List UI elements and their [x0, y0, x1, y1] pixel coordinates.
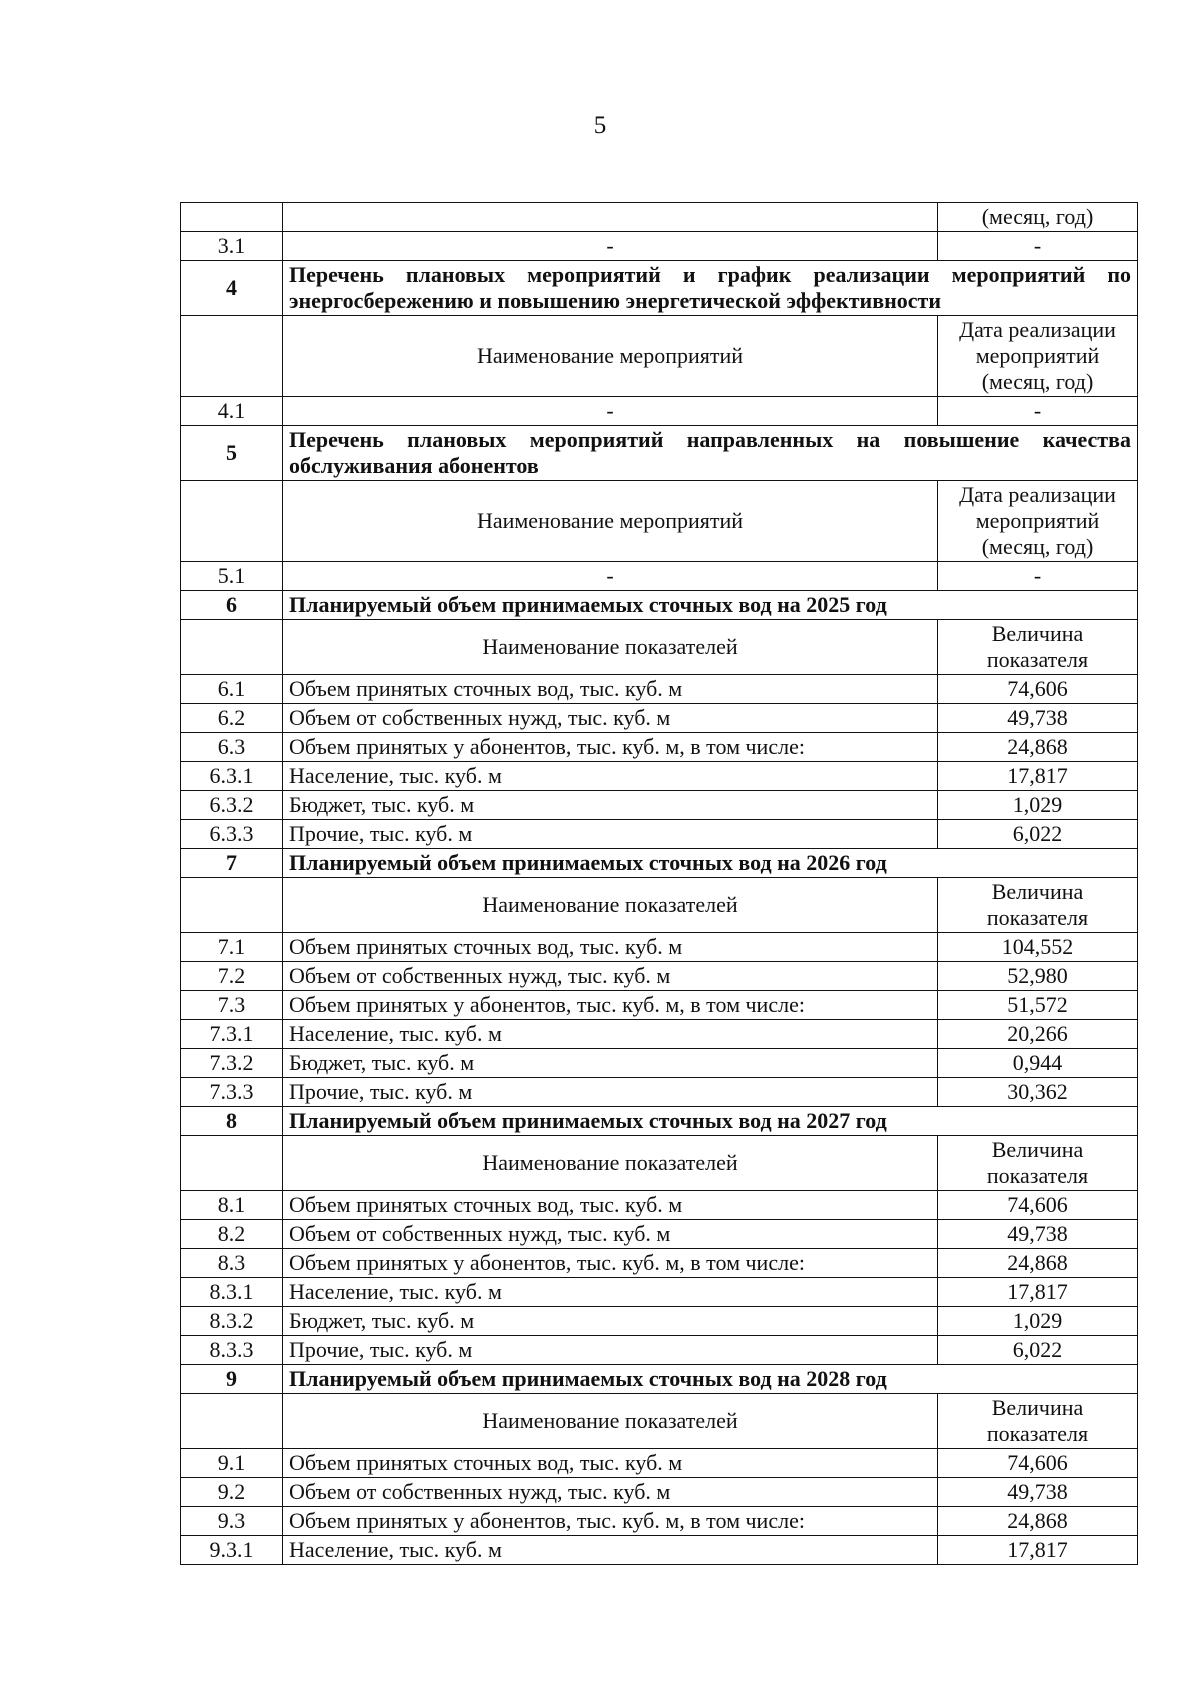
table-row: [181, 820, 1138, 849]
column-header-name: [283, 203, 938, 232]
row-value: 17,817: [938, 762, 1138, 791]
table-row: [181, 1478, 1138, 1507]
column-header-name: Наименование показателей: [283, 878, 938, 933]
row-name: -: [283, 397, 938, 426]
row-value: 17,817: [938, 1278, 1138, 1307]
column-header-value: Величина показателя: [938, 878, 1138, 933]
row-number: 7.1: [181, 933, 283, 962]
header-number-cell: [181, 316, 283, 397]
column-header-row: [181, 1394, 1138, 1449]
section-number: 6: [181, 591, 283, 620]
row-number: 9.1: [181, 1449, 283, 1478]
header-number-cell: [181, 620, 283, 675]
row-number: 9.3: [181, 1507, 283, 1536]
column-header-row: [181, 878, 1138, 933]
row-value: 30,362: [938, 1078, 1138, 1107]
row-number: 6.3.1: [181, 762, 283, 791]
column-header-row: [181, 1136, 1138, 1191]
table-row: [181, 1191, 1138, 1220]
row-name: Объем принятых у абонентов, тыс. куб. м, в том числе:: [283, 1507, 938, 1536]
row-value: 6,022: [938, 820, 1138, 849]
row-value: 74,606: [938, 675, 1138, 704]
table-row: [181, 704, 1138, 733]
column-header-row: [181, 316, 1138, 397]
row-name: Объем принятых сточных вод, тыс. куб. м: [283, 675, 938, 704]
row-value: 51,572: [938, 991, 1138, 1020]
column-header-row: [181, 620, 1138, 675]
row-number: 5.1: [181, 562, 283, 591]
row-number: 6.3.3: [181, 820, 283, 849]
row-name: Бюджет, тыс. куб. м: [283, 1307, 938, 1336]
row-value: 49,738: [938, 704, 1138, 733]
section-row: [181, 261, 1138, 316]
column-header-value: Величина показателя: [938, 1136, 1138, 1191]
document-table: [180, 202, 1138, 1565]
row-name: Объем от собственных нужд, тыс. куб. м: [283, 704, 938, 733]
row-value: 52,980: [938, 962, 1138, 991]
section-number: 9: [181, 1365, 283, 1394]
section-title: Перечень плановых мероприятий и график реализации мероприятий по энергосбережению и повышению энергетической эффективности: [283, 261, 1138, 316]
row-value: 24,868: [938, 733, 1138, 762]
section-title: Перечень плановых мероприятий направленных на повышение качества обслуживания абонентов: [283, 426, 1138, 481]
section-number: 5: [181, 426, 283, 481]
row-number: 4.1: [181, 397, 283, 426]
row-number: 9.2: [181, 1478, 283, 1507]
section-row: [181, 591, 1138, 620]
row-number: 9.3.1: [181, 1536, 283, 1565]
header-number-cell: [181, 481, 283, 562]
row-name: Бюджет, тыс. куб. м: [283, 1049, 938, 1078]
table-row: [181, 562, 1138, 591]
column-header-value: Дата реализации мероприятий (месяц, год): [938, 481, 1138, 562]
row-number: 6.3: [181, 733, 283, 762]
column-header-name: Наименование показателей: [283, 1136, 938, 1191]
table-row: [181, 1020, 1138, 1049]
column-header-name: Наименование показателей: [283, 1394, 938, 1449]
row-value: 104,552: [938, 933, 1138, 962]
row-value: 24,868: [938, 1507, 1138, 1536]
row-name: Объем принятых сточных вод, тыс. куб. м: [283, 1191, 938, 1220]
row-value: 49,738: [938, 1220, 1138, 1249]
row-name: Прочие, тыс. куб. м: [283, 1078, 938, 1107]
row-number: 7.3.2: [181, 1049, 283, 1078]
row-name: Бюджет, тыс. куб. м: [283, 791, 938, 820]
row-value: 74,606: [938, 1449, 1138, 1478]
row-number: 7.3.3: [181, 1078, 283, 1107]
table-row: [181, 991, 1138, 1020]
section-number: 4: [181, 261, 283, 316]
row-name: Объем принятых у абонентов, тыс. куб. м, в том числе:: [283, 1249, 938, 1278]
section-title: Планируемый объем принимаемых сточных вод на 2028 год: [283, 1365, 1138, 1394]
column-header-value: (месяц, год): [938, 203, 1138, 232]
column-header-row: [181, 203, 1138, 232]
table-row: [181, 1249, 1138, 1278]
table-row: [181, 397, 1138, 426]
row-value: 1,029: [938, 791, 1138, 820]
row-name: -: [283, 562, 938, 591]
section-row: [181, 426, 1138, 481]
table-row: [181, 962, 1138, 991]
row-name: -: [283, 232, 938, 261]
header-number-cell: [181, 1136, 283, 1191]
table-row: [181, 1220, 1138, 1249]
row-number: 8.1: [181, 1191, 283, 1220]
row-number: 8.3.2: [181, 1307, 283, 1336]
table-row: [181, 1507, 1138, 1536]
row-number: 3.1: [181, 232, 283, 261]
section-row: [181, 1365, 1138, 1394]
section-row: [181, 849, 1138, 878]
row-name: Объем от собственных нужд, тыс. куб. м: [283, 1478, 938, 1507]
row-value: -: [938, 232, 1138, 261]
row-value: -: [938, 562, 1138, 591]
table-row: [181, 675, 1138, 704]
row-name: Прочие, тыс. куб. м: [283, 1336, 938, 1365]
row-name: Объем принятых у абонентов, тыс. куб. м, в том числе:: [283, 991, 938, 1020]
row-name: Население, тыс. куб. м: [283, 1020, 938, 1049]
column-header-value: Величина показателя: [938, 1394, 1138, 1449]
row-number: 8.3: [181, 1249, 283, 1278]
row-value: 49,738: [938, 1478, 1138, 1507]
row-number: 7.3.1: [181, 1020, 283, 1049]
row-value: 6,022: [938, 1336, 1138, 1365]
column-header-name: Наименование мероприятий: [283, 316, 938, 397]
row-number: 6.1: [181, 675, 283, 704]
row-number: 7.3: [181, 991, 283, 1020]
table-row: [181, 1049, 1138, 1078]
table-row: [181, 1536, 1138, 1565]
header-number-cell: [181, 878, 283, 933]
row-number: 8.3.1: [181, 1278, 283, 1307]
table-row: [181, 762, 1138, 791]
row-number: 8.2: [181, 1220, 283, 1249]
row-name: Объем принятых сточных вод, тыс. куб. м: [283, 933, 938, 962]
row-value: 20,266: [938, 1020, 1138, 1049]
row-value: 74,606: [938, 1191, 1138, 1220]
row-name: Объем от собственных нужд, тыс. куб. м: [283, 962, 938, 991]
section-number: 7: [181, 849, 283, 878]
table-row: [181, 1336, 1138, 1365]
header-number-cell: [181, 203, 283, 232]
row-number: 6.3.2: [181, 791, 283, 820]
table-row: [181, 733, 1138, 762]
section-number: 8: [181, 1107, 283, 1136]
row-value: -: [938, 397, 1138, 426]
row-name: Население, тыс. куб. м: [283, 1536, 938, 1565]
section-title: Планируемый объем принимаемых сточных вод на 2027 год: [283, 1107, 1138, 1136]
row-name: Прочие, тыс. куб. м: [283, 820, 938, 849]
column-header-name: Наименование мероприятий: [283, 481, 938, 562]
table-row: [181, 791, 1138, 820]
header-number-cell: [181, 1394, 283, 1449]
section-title: Планируемый объем принимаемых сточных вод на 2025 год: [283, 591, 1138, 620]
column-header-value: Величина показателя: [938, 620, 1138, 675]
row-number: 8.3.3: [181, 1336, 283, 1365]
section-title: Планируемый объем принимаемых сточных вод на 2026 год: [283, 849, 1138, 878]
row-name: Население, тыс. куб. м: [283, 762, 938, 791]
row-number: 7.2: [181, 962, 283, 991]
row-name: Объем от собственных нужд, тыс. куб. м: [283, 1220, 938, 1249]
row-number: 6.2: [181, 704, 283, 733]
table-row: [181, 1449, 1138, 1478]
column-header-row: [181, 481, 1138, 562]
table-row: [181, 1278, 1138, 1307]
row-value: 17,817: [938, 1536, 1138, 1565]
column-header-name: Наименование показателей: [283, 620, 938, 675]
section-row: [181, 1107, 1138, 1136]
row-value: 1,029: [938, 1307, 1138, 1336]
row-name: Объем принятых у абонентов, тыс. куб. м, в том числе:: [283, 733, 938, 762]
row-value: 24,868: [938, 1249, 1138, 1278]
column-header-value: Дата реализации мероприятий (месяц, год): [938, 316, 1138, 397]
table-row: [181, 1307, 1138, 1336]
row-value: 0,944: [938, 1049, 1138, 1078]
table-row: [181, 1078, 1138, 1107]
table-row: [181, 232, 1138, 261]
page-number: 5: [593, 112, 607, 139]
table-row: [181, 933, 1138, 962]
row-name: Население, тыс. куб. м: [283, 1278, 938, 1307]
row-name: Объем принятых сточных вод, тыс. куб. м: [283, 1449, 938, 1478]
table-body: [181, 203, 1138, 1565]
